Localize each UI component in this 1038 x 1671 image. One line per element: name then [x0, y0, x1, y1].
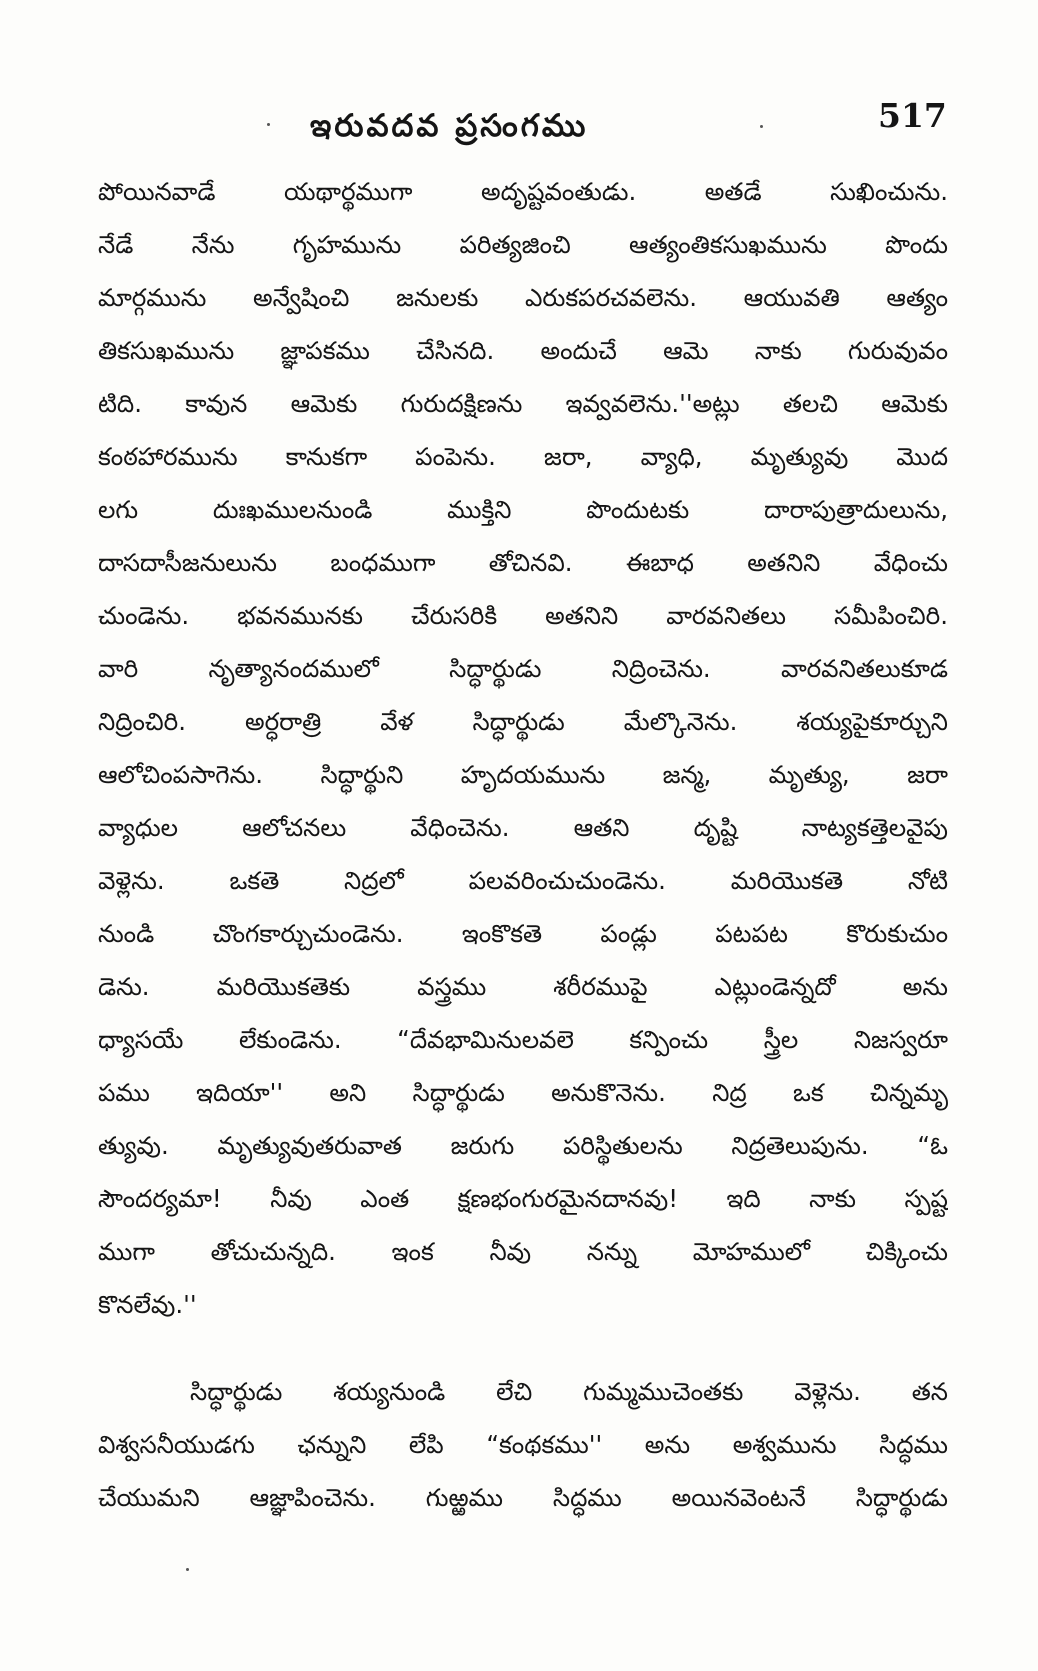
text-line: చుండెను. భవనమునకు చేరుసరికి అతనిని వారవనితలు సమీపించిరి.	[98, 601, 948, 630]
text-line: లగు దుఃఖములనుండి ముక్తిని పొందుటకు దారాపుత్రాదులును,	[98, 495, 948, 524]
text-line: నుండి చొంగకార్చుచుండెను. ఇంకొకతె పండ్లు పటపట కొరుకుచుం	[98, 919, 948, 948]
text-line: పోయినవాడే యథార్థముగా అదృష్టవంతుడు. అతడే సుఖించును.	[98, 177, 948, 206]
text-line: ముగా తోచుచున్నది. ఇంక నీవు నన్ను మోహములో చిక్కించు	[98, 1237, 948, 1266]
text-line: ధ్యాసయే లేకుండెను. “దేవభామినులవలె కన్పించు స్త్రీల నిజస్వరూ	[98, 1025, 948, 1054]
scan-speck	[760, 125, 763, 128]
text-line: కంఠహారమును కానుకగా పంపెను. జరా, వ్యాధి, మృత్యువు మొద	[98, 442, 948, 471]
text-line: నేడే నేను గృహమును పరిత్యజించి ఆత్యంతికసుఖమును పొందు	[98, 230, 948, 259]
text-line: వారి నృత్యానందములో సిద్ధార్థుడు నిద్రించెను. వారవనితలుకూడ	[98, 654, 948, 683]
text-line: దాసదాసీజనులును బంధముగా తోచినవి. ఈబాధ అతనిని వేధించు	[98, 548, 948, 577]
text-line: ఆలోచింపసాగెను. సిద్ధార్థుని హృదయమును జన్మ, మృత్యు, జరా	[98, 760, 948, 789]
running-head: ఇరువదవ ప్రసంగము	[310, 108, 589, 144]
text-line: డెను. మరియొకతెకు వస్త్రము శరీరముపై ఎట్లుండెన్నదో అను	[98, 972, 948, 1001]
text-line: సౌందర్యమా! నీవు ఎంత క్షణభంగురమైనదానవు! ఇది నాకు స్పష్ట	[98, 1184, 948, 1213]
text-line: నిద్రించిరి. అర్ధరాత్రి వేళ సిద్ధార్థుడు మేల్కొనెను. శయ్యపైకూర్చుని	[98, 707, 948, 736]
text-line: చేయుమని ఆజ్ఞాపించెను. గుఱ్ఱము సిద్ధము అయినవెంటనే సిద్ధార్థుడు	[98, 1483, 948, 1512]
page-number: 517	[878, 96, 947, 135]
text-line: వ్యాధుల ఆలోచనలు వేధించెను. ఆతని దృష్టి నాట్యకత్తెలవైపు	[98, 813, 948, 842]
scan-speck	[186, 1568, 189, 1571]
text-line: టిది. కావున ఆమెకు గురుదక్షిణను ఇవ్వవలెను.''అట్లు తలచి ఆమెకు	[98, 389, 948, 418]
scan-speck	[267, 123, 270, 126]
text-line: సిద్ధార్థుడు శయ్యనుండి లేచి గుమ్మముచెంతకు వెళ్లెను. తన	[190, 1377, 948, 1406]
text-line: కొనలేవు.''	[98, 1290, 197, 1319]
text-line: వెళ్లెను. ఒకతె నిద్రలో పలవరించుచుండెను. మరియొకతె నోటి	[98, 866, 948, 895]
text-line: త్యువు. మృత్యువుతరువాత జరుగు పరిస్థితులను నిద్రతెలుపును. “ఓ	[98, 1131, 948, 1160]
text-line: తికసుఖమును జ్ఞాపకము చేసినది. అందుచే ఆమె నాకు గురువువం	[98, 336, 948, 365]
text-line: పము ఇదియా'' అని సిద్ధార్థుడు అనుకొనెను. నిద్ర ఒక చిన్నమృ	[98, 1078, 948, 1107]
text-line: మార్గమును అన్వేషించి జనులకు ఎరుకపరచవలెను. ఆయువతి ఆత్యం	[98, 283, 948, 312]
text-line: విశ్వసనీయుడగు ఛన్నుని లేపి “కంథకము'' అను అశ్వమును సిద్ధము	[98, 1430, 948, 1459]
